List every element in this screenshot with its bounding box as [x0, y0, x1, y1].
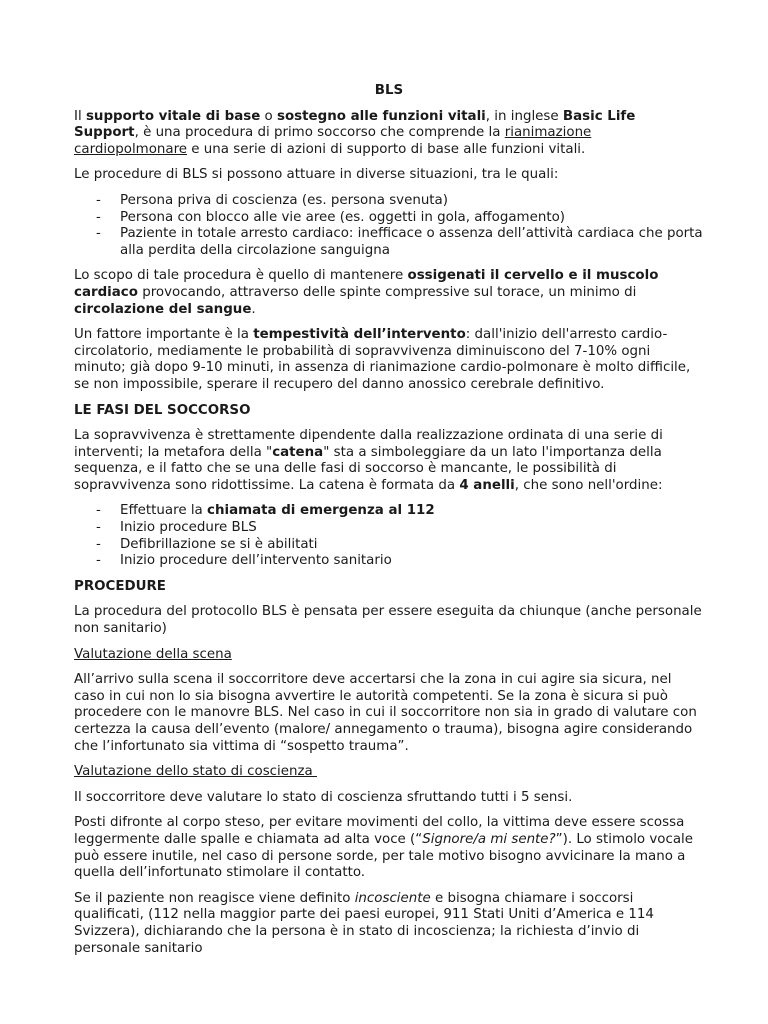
position-paragraph: Posti difronte al corpo steso, per evitare movimenti del collo, la vittima deve essere scossa leggermente dalle spalle e chiamata ad alta voce (“Signore/a mi sente?”). Lo stimolo vocale può essere inutile, nel caso di persone sorde, per tale motivo bisogno avvicinare la mano a quella dell’infortunato stimolare il contatto.: [74, 815, 694, 881]
section-heading-phases: LE FASI DEL SOCCORSO: [74, 402, 251, 418]
scope-paragraph: Lo scopo di tale procedura è quello di mantenere ossigenati il cervello e il muscolo cardiaco provocando, attraverso delle spinte compressive sul torace, un minimo di circolazione del sangue.: [74, 268, 659, 317]
cpr-link[interactable]: rianimazione cardiopolmonare: [74, 125, 592, 157]
list-item: - Defibrillazione se si è abilitati: [96, 536, 318, 552]
unconscious-paragraph: Se il paziente non reagisce viene definito incosciente e bisogna chiamare i soccorsi qualificati, (112 nella maggior parte dei paesi europei, 911 Stati Uniti d’America e 114 Svizzera), dichiarando che la persona è in stato di incoscienza; la richiesta d’invio di personale sanitario: [74, 890, 654, 956]
scene-paragraph: All’arrivo sulla scena il soccorritore deve accertarsi che la zona in cui agire sia sicura, nel caso in cui non lo sia bisogna avvertire le autorità competenti. Se la zona è sicura si può procedere con le manovre BLS. Nel caso in cui il soccorritore non sia in grado di valutare con certezza la causa dell’evento (malore/ annegamento o trauma), bisogna agire considerando che l’infortunato sia vittima di “sospetto trauma”.: [74, 672, 697, 754]
timing-paragraph: Un fattore importante è la tempestività dell’intervento: dall'inizio dell'arresto cardio-circolatorio, mediamente le probabilità di sopravvivenza diminuiscono del 7-10% ogni minuto; già dopo 9-10 minuti, in assenza di rianimazione cardio-polmonare è molto difficile, se non impossibile, sperare il recupero del danno anossico cerebrale definitivo.: [74, 327, 691, 392]
list-item: - Paziente in totale arresto cardiaco: inefficace o assenza dell’attività cardiaca che porta alla perdita della circolazione sanguigna: [96, 226, 703, 258]
chain-rings-list: [74, 503, 704, 569]
list-item: - Persona con blocco alle vie aree (es. oggetti in gola, affogamento): [96, 209, 565, 225]
situations-intro: Le procedure di BLS si possono attuare in diverse situazioni, tra le quali:: [74, 167, 559, 183]
intro-paragraph: Il supporto vitale di base o sostegno alle funzioni vitali, in inglese Basic Life Support, è una procedura di primo soccorso che comprende la rianimazione cardiopolmonare e una serie di azioni di supporto di base alle funzioni vitali.: [74, 108, 636, 157]
chain-paragraph: La sopravvivenza è strettamente dipendente dalla realizzazione ordinata di una serie di interventi; la metafora della "catena" sta a simboleggiare da un lato l'importanza della sequenza, e il fatto che se una delle fasi di soccorso è mancante, le possibilità di sopravvivenza sono ridottissime. La catena è formata da 4 anelli, che sono nell'ordine:: [74, 428, 663, 493]
document-body: [74, 83, 704, 966]
procedures-paragraph: La procedura del protocollo BLS è pensata per essere eseguita da chiunque (anche personale non sanitario): [74, 604, 702, 637]
list-item: - Effettuare la chiamata di emergenza al 112: [96, 503, 435, 519]
list-item: - Inizio procedure dell’intervento sanitario: [96, 553, 392, 569]
document-title: BLS: [374, 83, 404, 98]
situations-list: [74, 193, 704, 259]
section-heading-procedures: PROCEDURE: [74, 578, 166, 594]
subheading-scene: Valutazione della scena: [74, 646, 232, 662]
consciousness-paragraph: Il soccorritore deve valutare lo stato di coscienza sfruttando tutti i 5 sensi.: [74, 789, 573, 805]
list-item: - Persona priva di coscienza (es. persona svenuta): [96, 192, 448, 208]
list-item: - Inizio procedure BLS: [96, 520, 257, 536]
subheading-consciousness: Valutazione dello stato di coscienza: [74, 764, 317, 780]
